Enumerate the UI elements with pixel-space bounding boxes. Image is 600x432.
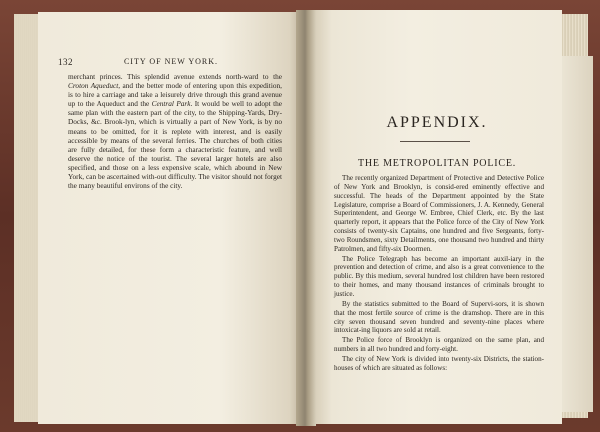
left-paragraph — [68, 72, 282, 190]
right-paragraph: The Police force of Brooklyn is organized on the same plan, and numbers in all two hundred and forty-eight. — [334, 336, 544, 354]
page-number: 132 — [58, 57, 73, 67]
running-head — [58, 57, 284, 69]
text-run: merchant princes. This splendid avenue extends north-ward to the — [68, 72, 282, 81]
appendix-heading: APPENDIX. — [386, 114, 488, 131]
book-gutter — [296, 10, 316, 426]
italic-place-name: Croton Aqueduct — [68, 81, 119, 91]
section-heading: THE METROPOLITAN POLICE. — [357, 158, 517, 169]
italic-place-name: Central Park — [151, 99, 191, 109]
right-paragraph: The city of New York is divided into twenty-six Districts, the station-houses of which are situated as follows: — [334, 354, 544, 372]
left-page-body — [68, 72, 282, 190]
running-head-title: CITY OF NEW YORK. — [123, 57, 219, 66]
right-paragraph: By the statistics submitted to the Board of Supervi-sors, it is shown that the most fertile source of crime is the dramshop. There are in this city seven thousand seven hundred and seventy-nine places where intoxicat-ing liquors are sold at retail. — [334, 299, 544, 335]
right-page-body — [334, 174, 544, 374]
inserted-slip — [558, 56, 593, 412]
heading-rule — [400, 141, 470, 142]
text-run: , and the better mode of entering upon this expedition, is to hire a carriage and take a leisurely drive through this grand avenue up to the Aqueduct and the — [68, 81, 282, 109]
right-paragraph: The Police Telegraph has become an important auxil-iary in the prevention and detection of crime, and also is a great convenience to the public. By this medium, several hundred lost children have been restored to their homes, and many thousand instances of criminals brought to justice. — [334, 254, 544, 298]
right-paragraph: The recently organized Department of Protective and Detective Police of New York and Brooklyn, is consid-ered eminently effective and successful. The heads of the Department appointed by the State Legislature, comprise a Board of Commissioners, J. A. Kennedy, General Superintendent, and George W. Embree, Chief Clerk, etc. By the last quarterly report, it appears that the Police force of the City of New York consists of twenty-six Captains, one hundred and five Sergeants, forty-two Roundsmen, sixty Detailments, one thousand two hundred and thirty Patrolmen, and fifty-six Doormen. — [334, 174, 544, 253]
text-run: . It would be well to adopt the same plan with the eastern part of the city, to the Shipping-Yards, Dry-Docks, &c. Brook-lyn, which is virtually a part of New York, is by no means to be omitted, for it is replete with interest, and is easily accessible by means of the several ferries. The churches of both cities are fully detailed, for these form a characteristic feature, and well deserve the notice of the tourist. The several larger hotels are also specified, and those on a less expensive scale, which abound in New York, can be ascertained with-out difficulty. The visitor should not forget the many beautiful environs of the city. — [68, 99, 283, 191]
